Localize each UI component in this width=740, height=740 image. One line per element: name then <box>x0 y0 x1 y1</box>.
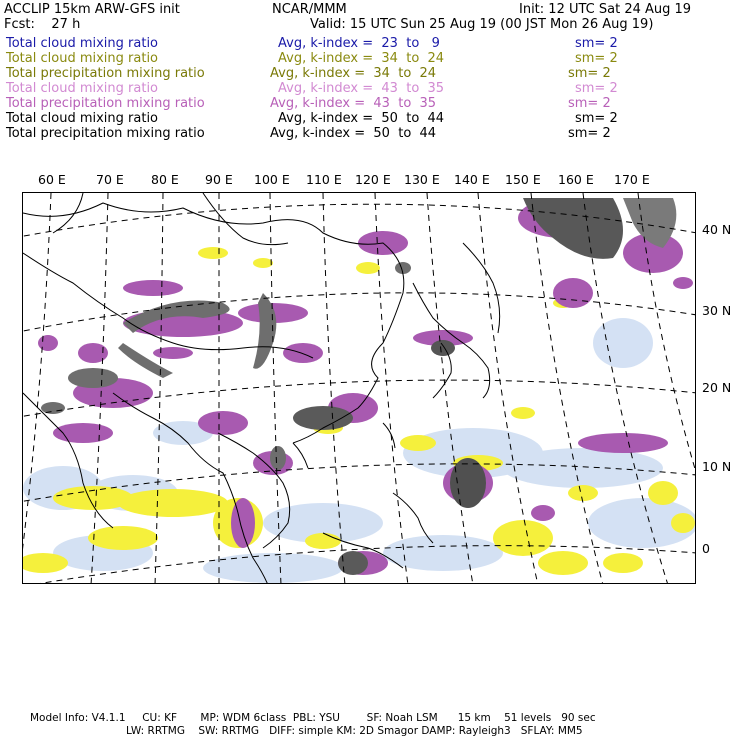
legend-row-6-sm: sm= 2 <box>575 111 618 126</box>
lon-label: 110 E <box>306 172 342 187</box>
legend-row-4-avg: Avg, k-index = 43 to 35 <box>278 81 445 96</box>
legend-row-5-label: Total precipitation mixing ratio <box>6 96 205 111</box>
lon-label: 70 E <box>96 172 124 187</box>
lon-label: 160 E <box>558 172 594 187</box>
legend-row-6-label: Total cloud mixing ratio <box>6 111 159 126</box>
legend-row-7-avg: Avg, k-index = 50 to 44 <box>270 126 437 141</box>
legend-row-3-sm: sm= 2 <box>568 66 611 81</box>
legend-row-4-label: Total cloud mixing ratio <box>6 81 159 96</box>
lon-label: 120 E <box>355 172 391 187</box>
lon-label: 150 E <box>505 172 541 187</box>
forecast-hour: Fcst: 27 h <box>4 17 81 32</box>
legend-row-3-label: Total precipitation mixing ratio <box>6 66 205 81</box>
legend-row-3-avg: Avg, k-index = 34 to 24 <box>270 66 437 81</box>
lon-label: 130 E <box>404 172 440 187</box>
lon-label: 140 E <box>454 172 490 187</box>
valid-time: Valid: 15 UTC Sun 25 Aug 19 (00 JST Mon 26 Aug 19) <box>310 17 654 32</box>
legend-row-1-sm: sm= 2 <box>575 36 618 51</box>
legend-row-1-label: Total cloud mixing ratio <box>6 36 159 51</box>
init-time: Init: 12 UTC Sat 24 Aug 19 <box>519 2 692 17</box>
lon-label: 60 E <box>38 172 66 187</box>
legend-row-2-label: Total cloud mixing ratio <box>6 51 159 66</box>
legend-row-5-sm: sm= 2 <box>568 96 611 111</box>
legend-row-1-avg: Avg, k-index = 23 to 9 <box>278 36 440 51</box>
model-info-line-1: Model Info: V4.1.1 CU: KF MP: WDM 6class PBL: YSU SF: Noah LSM 15 km 51 levels 90 sec <box>30 712 596 724</box>
lon-label: 80 E <box>151 172 179 187</box>
legend-row-7-label: Total precipitation mixing ratio <box>6 126 205 141</box>
model-title: ACCLIP 15km ARW-GFS init <box>4 2 180 17</box>
legend-row-2-avg: Avg, k-index = 34 to 24 <box>278 51 445 66</box>
lat-label: 20 N <box>702 380 732 395</box>
map-canvas <box>23 193 696 584</box>
organization-label: NCAR/MMM <box>272 2 347 17</box>
lon-label: 170 E <box>614 172 650 187</box>
legend-row-2-sm: sm= 2 <box>575 51 618 66</box>
legend-row-7-sm: sm= 2 <box>568 126 611 141</box>
lat-label: 30 N <box>702 303 732 318</box>
legend-row-6-avg: Avg, k-index = 50 to 44 <box>278 111 445 126</box>
lon-label: 100 E <box>254 172 290 187</box>
model-info-line-2: LW: RRTMG SW: RRTMG DIFF: simple KM: 2D Smagor DAMP: Rayleigh3 SFLAY: MM5 <box>126 725 583 737</box>
lat-label: 10 N <box>702 459 732 474</box>
lat-label: 0 <box>702 541 710 556</box>
legend-row-4-sm: sm= 2 <box>575 81 618 96</box>
lon-label: 90 E <box>205 172 233 187</box>
lat-label: 40 N <box>702 222 732 237</box>
forecast-map <box>22 192 696 584</box>
legend-row-5-avg: Avg, k-index = 43 to 35 <box>270 96 437 111</box>
